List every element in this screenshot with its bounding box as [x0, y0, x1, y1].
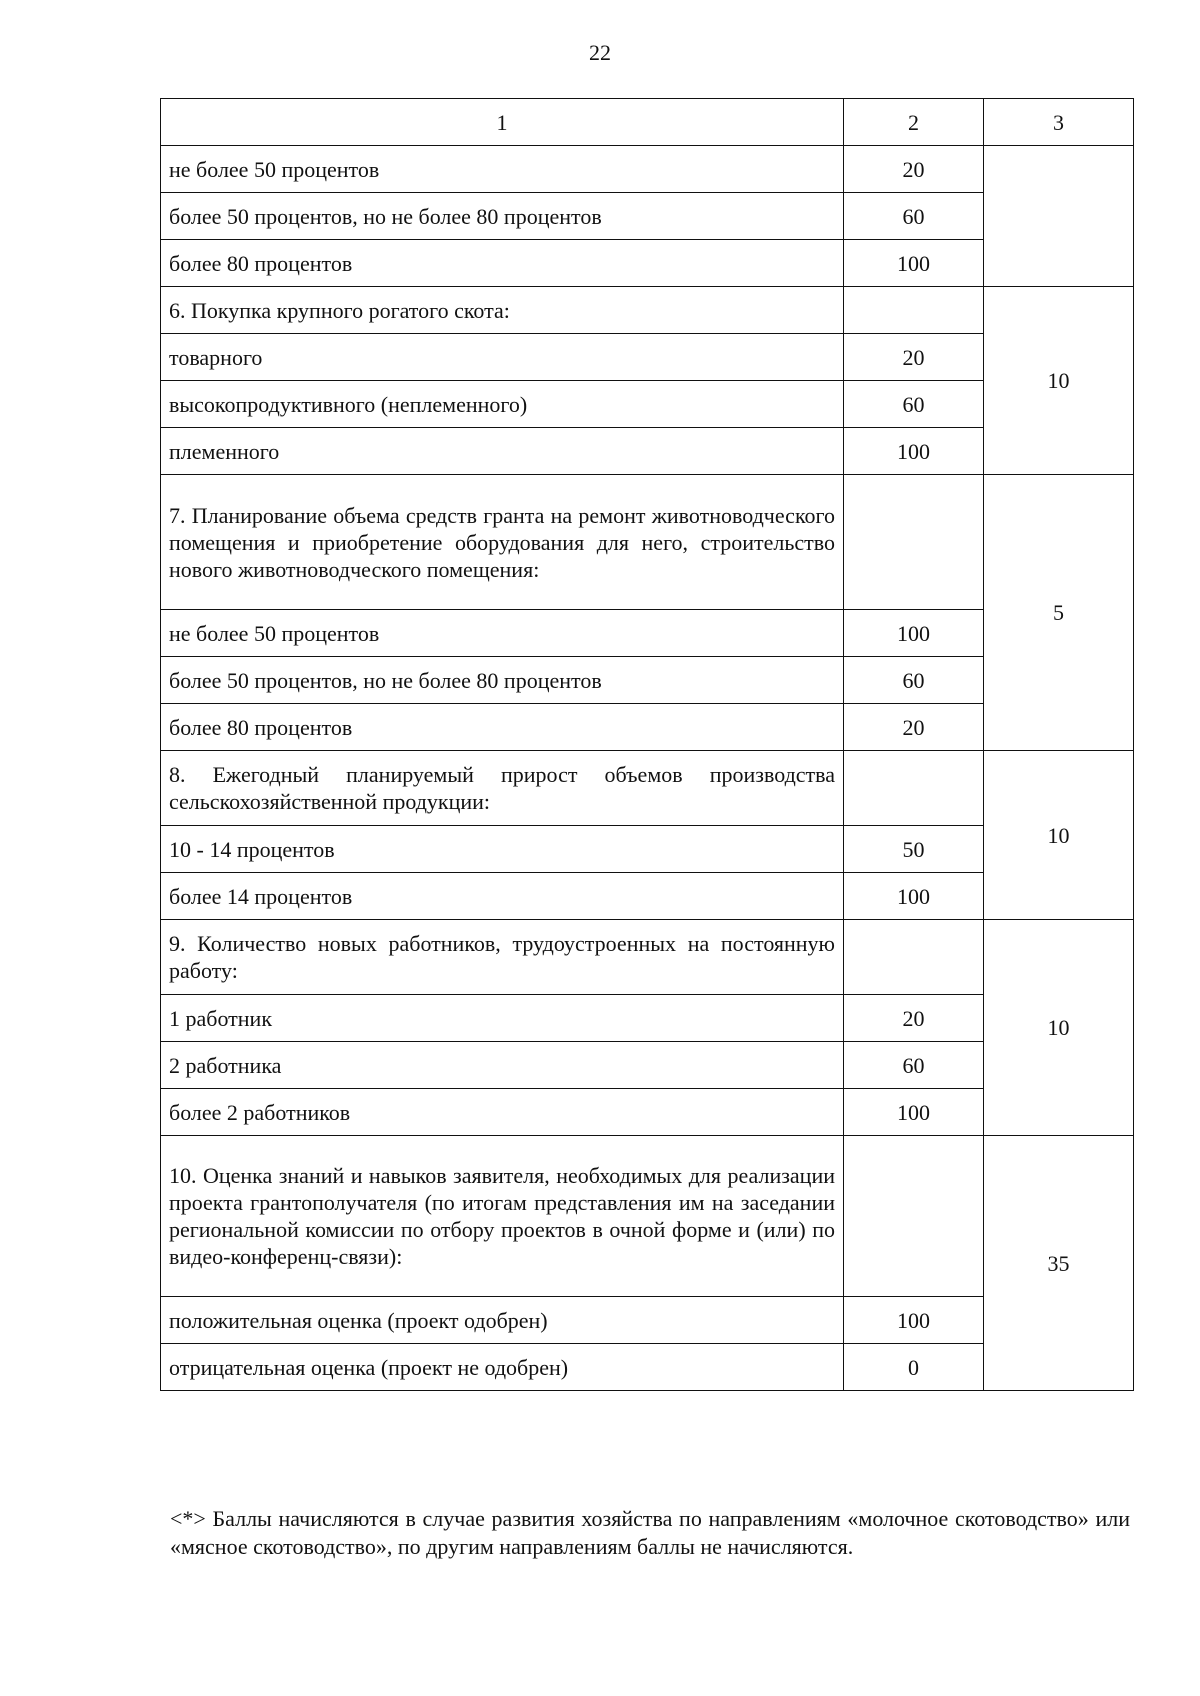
criterion-score: 50 [844, 826, 984, 873]
table-row [161, 146, 1134, 193]
criterion-heading: 10. Оценка знаний и навыков заявителя, необходимых для реализации проекта грантополучателя (по итогам представления им на заседании региональной комиссии по отбору проектов в очной форме и (или) по видео-конференц-связи): [161, 1136, 844, 1297]
criterion-name: 1 работник [161, 995, 844, 1042]
column-header-2: 2 [844, 99, 984, 146]
criterion-name: более 14 процентов [161, 873, 844, 920]
criterion-score: 60 [844, 1042, 984, 1089]
criterion-name: более 2 работников [161, 1089, 844, 1136]
criterion-name: более 80 процентов [161, 704, 844, 751]
criterion-score: 60 [844, 657, 984, 704]
criterion-score: 100 [844, 240, 984, 287]
criterion-score: 60 [844, 381, 984, 428]
page-number: 22 [589, 40, 611, 65]
criterion-weight: 5 [984, 475, 1134, 751]
criterion-name: высокопродуктивного (неплеменного) [161, 381, 844, 428]
criterion-score [844, 475, 984, 610]
criterion-score [844, 287, 984, 334]
criterion-weight: 10 [984, 920, 1134, 1136]
table-row [161, 920, 1134, 995]
criterion-name: не более 50 процентов [161, 146, 844, 193]
criterion-score: 60 [844, 193, 984, 240]
criterion-weight: 10 [984, 751, 1134, 920]
table-row [161, 1136, 1134, 1297]
criterion-weight: 10 [984, 287, 1134, 475]
criterion-heading: 7. Планирование объема средств гранта на ремонт животноводческого помещения и приобретение оборудования для него, строительство нового животноводческого помещения: [161, 475, 844, 610]
criterion-name: более 50 процентов, но не более 80 процентов [161, 193, 844, 240]
criterion-weight: 35 [984, 1136, 1134, 1391]
criterion-score: 20 [844, 334, 984, 381]
table-row [161, 751, 1134, 826]
criterion-score: 20 [844, 146, 984, 193]
criterion-name: товарного [161, 334, 844, 381]
criterion-name: 2 работника [161, 1042, 844, 1089]
criterion-name: более 80 процентов [161, 240, 844, 287]
criterion-score [844, 920, 984, 995]
criterion-weight [984, 146, 1134, 287]
table-row [161, 287, 1134, 334]
table-header-row [161, 99, 1134, 146]
criterion-score [844, 751, 984, 826]
criterion-heading: 6. Покупка крупного рогатого скота: [161, 287, 844, 334]
criterion-score: 0 [844, 1344, 984, 1391]
footnote: <*> Баллы начисляются в случае развития хозяйства по направлениям «молочное скотоводство» или «мясное скотоводство», по другим направлениям баллы не начисляются. [170, 1506, 1130, 1559]
criterion-score: 100 [844, 1089, 984, 1136]
criterion-name: положительная оценка (проект одобрен) [161, 1297, 844, 1344]
criterion-score: 100 [844, 610, 984, 657]
criterion-score: 100 [844, 873, 984, 920]
criterion-score [844, 1136, 984, 1297]
criterion-score: 20 [844, 704, 984, 751]
criterion-heading: 8. Ежегодный планируемый прирост объемов производства сельскохозяйственной продукции: [161, 751, 844, 826]
criterion-name: более 50 процентов, но не более 80 процентов [161, 657, 844, 704]
criterion-name: 10 - 14 процентов [161, 826, 844, 873]
column-header-3: 3 [984, 99, 1134, 146]
criterion-heading: 9. Количество новых работников, трудоустроенных на постоянную работу: [161, 920, 844, 995]
scoring-criteria-table [160, 98, 1134, 1391]
table-row [161, 475, 1134, 610]
criterion-score: 100 [844, 428, 984, 475]
criterion-score: 100 [844, 1297, 984, 1344]
criterion-name: отрицательная оценка (проект не одобрен) [161, 1344, 844, 1391]
criterion-name: не более 50 процентов [161, 610, 844, 657]
criterion-score: 20 [844, 995, 984, 1042]
column-header-1: 1 [161, 99, 844, 146]
criterion-name: племенного [161, 428, 844, 475]
